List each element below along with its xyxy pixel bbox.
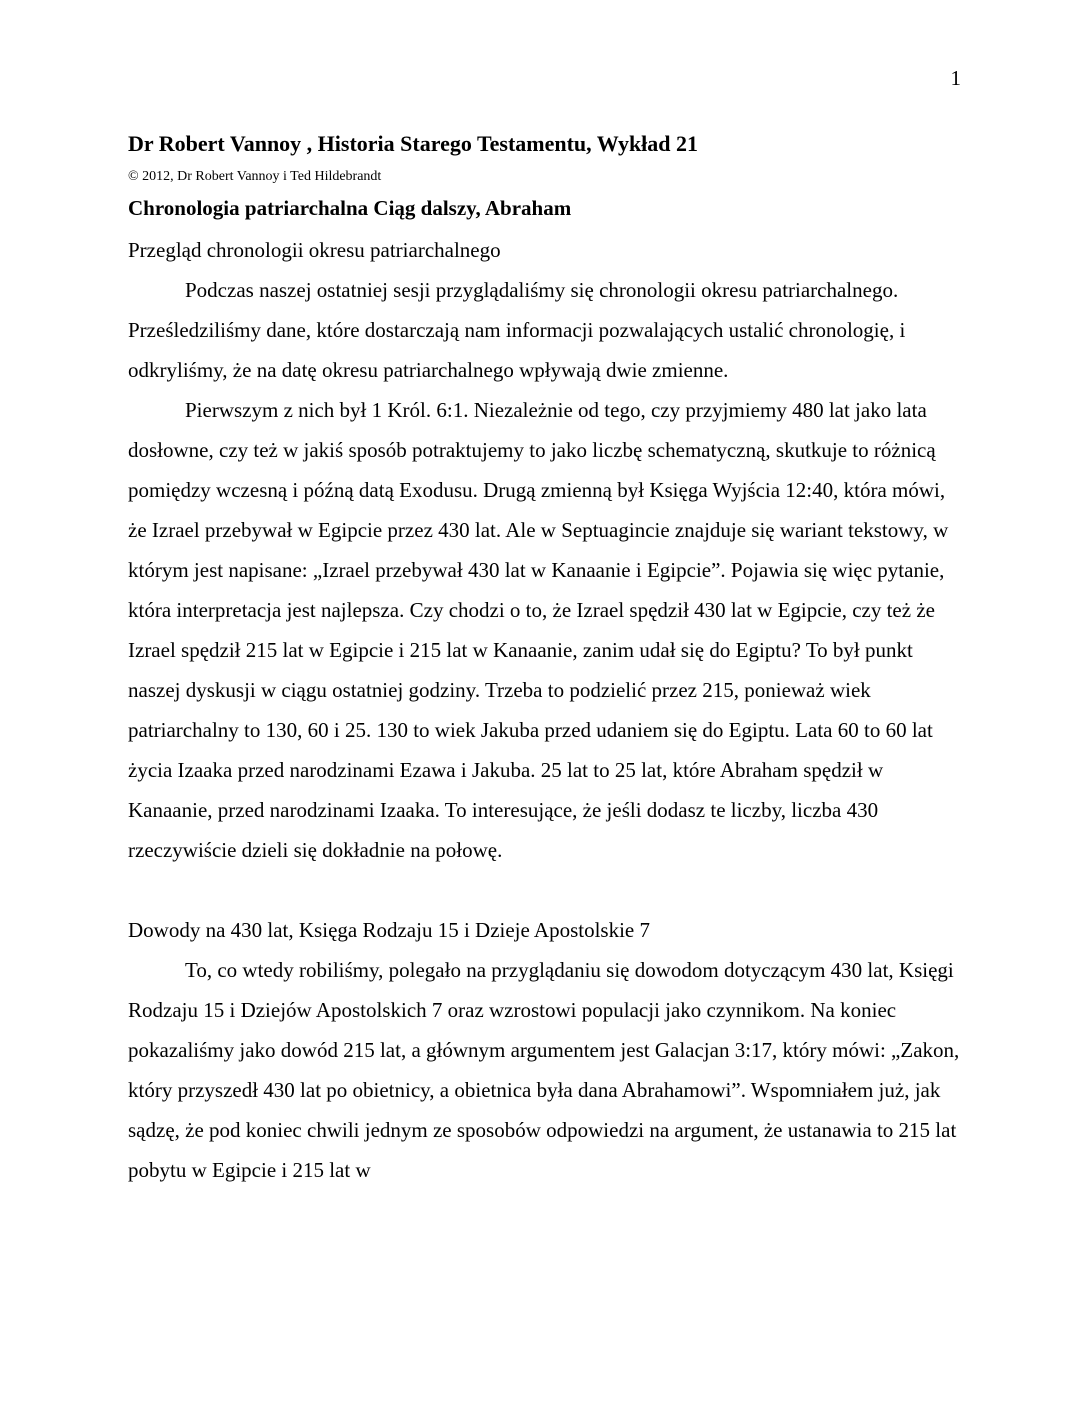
document-content xyxy=(128,128,964,1190)
paragraph-spacer xyxy=(128,870,964,910)
subheading-overview: Przegląd chronologii okresu patriarchalnego xyxy=(128,238,501,262)
paragraph-chronology-details: Pierwszym z nich był 1 Król. 6:1. Niezależnie od tego, czy przyjmiemy 480 lat jako lata dosłowne, czy też w jakiś sposób potraktujemy to jako liczbę schematyczną, skutkuje to różnicą pomiędzy wczesną i późną datą Exodusu. Drugą zmienną był Księga Wyjścia 12:40, która mówi, że Izrael przebywał w Egipcie przez 430 lat. Ale w Septuagincie znajduje się wariant tekstowy, w którym jest napisane: „Izrael przebywał 430 lat w Kanaanie i Egipcie”. Pojawia się więc pytanie, która interpretacja jest najlepsza. Czy chodzi o to, że Izrael spędził 430 lat w Egipcie, czy też że Izrael spędził 215 lat w Egipcie i 215 lat w Kanaanie, zanim udał się do Egiptu? To był punkt naszej dyskusji w ciągu ostatniej godziny. Trzeba to podzielić przez 215, ponieważ wiek patriarchalny to 130, 60 i 25. 130 to wiek Jakuba przed udaniem się do Egiptu. Lata 60 to 60 lat życia Izaaka przed narodzinami Ezawa i Jakuba. 25 lat to 25 lat, które Abraham spędził w Kanaanie, przed narodzinami Izaaka. To interesujące, że jeśli dodasz te liczby, liczba 430 rzeczywiście dzieli się dokładnie na połowę. xyxy=(128,398,949,862)
copyright-line: © 2012, Dr Robert Vannoy i Ted Hildebrandt xyxy=(128,169,382,184)
paragraph-intro: Podczas naszej ostatniej sesji przyglądaliśmy się chronologii okresu patriarchalnego. xyxy=(185,278,899,302)
subheading-evidence: Dowody na 430 lat, Księga Rodzaju 15 i Dzieje Apostolskie 7 xyxy=(128,918,650,942)
paragraph-variables: Prześledziliśmy dane, które dostarczają nam informacji pozwalających ustalić chronologię, i odkryliśmy, że na datę okresu patriarchalnego wpływają dwie zmienne. xyxy=(128,318,906,382)
paragraph-evidence: To, co wtedy robiliśmy, polegało na przyglądaniu się dowodom dotyczącym 430 lat, Księgi Rodzaju 15 i Dziejów Apostolskich 7 oraz wzrostowi populacji jako czynnikom. Na koniec pokazaliśmy jako dowód 215 lat, a głównym argumentem jest Galacjan 3:17, który mówi: „Zakon, który przyszedł 430 lat po obietnicy, a obietnica była dana Abrahamowi”. Wspomniałem już, jak sądzę, że pod koniec chwili jednym ze sposobów odpowiedzi na argument, że ustanawia to 215 lat pobytu w Egipcie i 215 lat w xyxy=(128,958,960,1182)
page-number: 1 xyxy=(950,66,961,90)
document-title: Dr Robert Vannoy , Historia Starego Testamentu, Wykład 21 xyxy=(128,131,699,156)
section-heading: Chronologia patriarchalna Ciąg dalszy, Abraham xyxy=(128,196,572,220)
